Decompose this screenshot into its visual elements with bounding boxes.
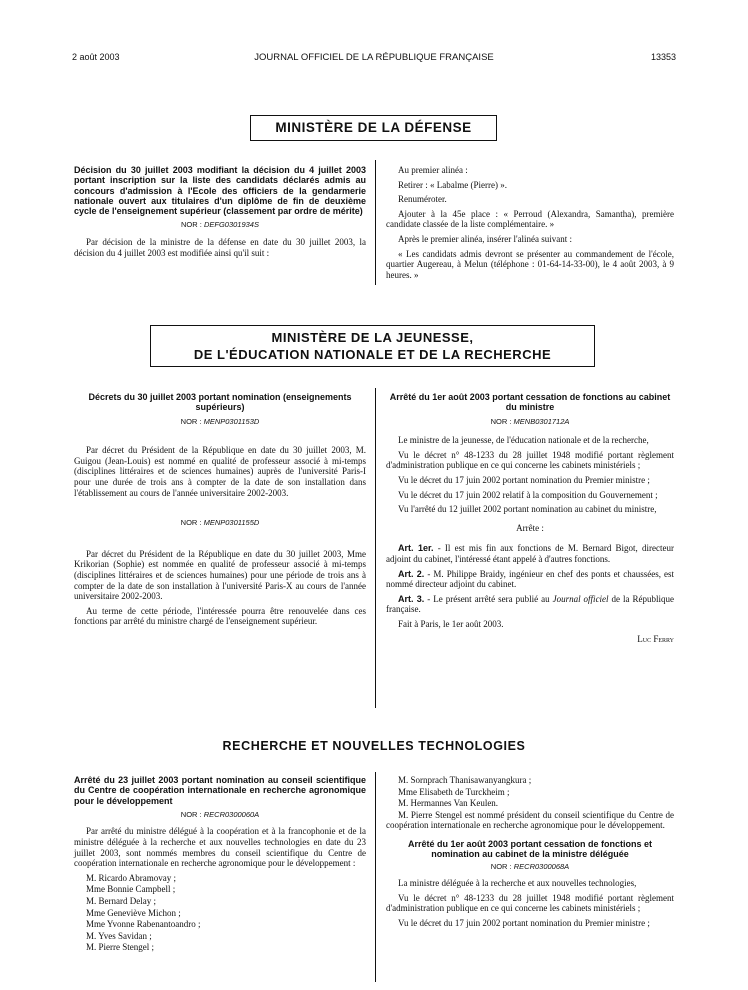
research-president-appointment: M. Pierre Stengel est nommé président du conseil scientifique du Centre de coopération internationale en recherche agronomique pour le développement.: [386, 809, 674, 831]
cabinet-done-at: Fait à Paris, le 1er août 2003.: [398, 618, 504, 629]
column-divider: [375, 160, 376, 285]
list-item: Mme Bonnie Campbell ;: [86, 884, 176, 895]
education-right-column: [386, 392, 674, 648]
delegate-vu-1: Vu le décret n° 48-1233 du 28 juillet 1948 modifié portant règlement d'administration publique en ce qui concerne les cabinets ministériels ;: [386, 892, 674, 914]
research-member-list-continued: [386, 775, 674, 809]
defense-amendment-5: Après le premier alinéa, insérer l'alinéa suivant :: [398, 233, 573, 244]
ministry-education-line2: DE L'ÉDUCATION NATIONALE ET DE LA RECHERCHE: [193, 347, 552, 362]
list-item: M. Yves Savidan ;: [86, 930, 152, 941]
defense-left-column: [74, 165, 366, 262]
education-decrees-title: Décrets du 30 juillet 2003 portant nomination (enseignements supérieurs): [88, 392, 352, 413]
cabinet-vu-4: Vu l'arrêté du 12 juillet 2002 portant nomination au cabinet du ministre,: [398, 504, 657, 515]
cabinet-article-3: Art. 3. - Le présent arrêté sera publié au Journal officiel de la République française.: [386, 593, 675, 615]
defense-amendment-3: Renuméroter.: [398, 194, 447, 205]
list-item: M. Hermannes Van Keulen.: [398, 798, 499, 809]
header-page-number: 13353: [650, 52, 676, 62]
education-nor-1: NOR : MENP0301153D: [180, 416, 260, 426]
delegate-cabinet-title: Arrêté du 1er août 2003 portant cessation de fonctions et nomination au cabinet de la ministre déléguée: [407, 838, 653, 860]
education-decree-2: Par décret du Président de la République en date du 30 juillet 2003, Mme Krikorian (Sophie) est nommée en qualité de professeur associé à mi-temps (disciplines littéraires et de sciences humaines) pour une période de trois ans à compter de la date de son installation à l'université Paris-X au cours de l'année universitaire 2002-2003.: [74, 548, 366, 602]
cabinet-signature: Luc Ferry: [637, 633, 674, 644]
cabinet-arrete-nor: NOR : MENB0301712A: [490, 416, 570, 426]
list-item: Mme Yvonne Rabenantoandro ;: [86, 919, 201, 930]
education-nor-2: NOR : MENP0301155D: [180, 518, 260, 528]
research-left-column: [74, 775, 366, 954]
research-arrete-title: Arrêté du 23 juillet 2003 portant nomination au conseil scientifique du Centre de coopération internationale en recherche agronomique pour le développement: [74, 775, 366, 806]
research-right-column: [386, 775, 674, 933]
cabinet-vu-1: Vu le décret n° 48-1233 du 28 juillet 1948 modifié portant règlement d'administration publique en ce qui concerne les cabinets ministériels ;: [386, 449, 674, 471]
defense-amendment-2: Retirer : « Labalme (Pierre) ».: [398, 179, 507, 190]
delegate-vu-2: Vu le décret du 17 juin 2002 portant nomination du Premier ministre ;: [398, 917, 650, 928]
education-decree-1: Par décret du Président de la République en date du 30 juillet 2003, M. Guigou (Jean-Louis) est nommé en qualité de professeur associé à mi-temps (disciplines littéraires et de sciences humaines) auprès de l'université Paris-I pour une durée de trois ans à compter de la date de son installation dans l'établissement au cours de l'année universitaire 2002-2003.: [74, 445, 366, 498]
cabinet-minister: Le ministre de la jeunesse, de l'éducation nationale et de la recherche,: [398, 435, 649, 446]
list-item: M. Bernard Delay ;: [86, 896, 156, 907]
cabinet-arrete-title: Arrêté du 1er août 2003 portant cessation de fonctions au cabinet du ministre: [389, 392, 671, 413]
defense-amendment-6: « Les candidats admis devront se présenter au commandement de l'école, quartier Augereau, à Melun (téléphone : 01-64-14-33-00), le 4 août 2003, à 9 heures. »: [386, 248, 674, 280]
cabinet-vu-2: Vu le décret du 17 juin 2002 portant nomination du Premier ministre ;: [398, 474, 650, 485]
research-nor: NOR : RECR0300060A: [180, 809, 260, 819]
defense-right-column: [386, 165, 674, 284]
list-item: Mme Geneviève Michon ;: [86, 907, 181, 918]
header-date: 2 août 2003: [72, 52, 120, 62]
column-divider: [375, 772, 376, 982]
cabinet-article-1: Art. 1er. - Il est mis fin aux fonctions de M. Bernard Bigot, directeur adjoint du cabinet, l'intéressé étant appelé à d'autres fonctions.: [386, 543, 674, 564]
defense-decision-title: Décision du 30 juillet 2003 modifiant la décision du 4 juillet 2003 portant inscription sur la liste des candidats déclarés admis au concours d'admission à l'Ecole des officiers de la gendarmerie nationale ouvert aux titulaires d'un diplôme de fin de deuxième cycle de l'enseignement supérieur (classement par ordre de mérite): [74, 165, 366, 217]
defense-nor: NOR : DEFG0301934S: [181, 220, 259, 230]
cabinet-vu-3: Vu le décret du 17 juin 2002 relatif à la composition du Gouvernement ;: [398, 489, 658, 500]
cabinet-arrete-word: Arrête :: [516, 522, 544, 533]
header-journal-title: JOURNAL OFFICIEL DE LA RÉPUBLIQUE FRANÇAISE: [254, 52, 494, 63]
delegate-cabinet-nor: NOR : RECR0300068A: [490, 861, 570, 871]
delegate-minister: La ministre déléguée à la recherche et aux nouvelles technologies,: [398, 878, 637, 889]
defense-amendment-1: Au premier alinéa :: [398, 165, 468, 175]
column-divider: [375, 388, 376, 708]
cabinet-article-2: Art. 2. - M. Philippe Braidy, ingénieur en chef des ponts et chaussées, est nommé directeur adjoint du cabinet.: [386, 568, 674, 590]
list-item: M. Ricardo Abramovay ;: [86, 872, 176, 883]
list-item: Mme Elisabeth de Turckheim ;: [398, 786, 510, 797]
education-left-column: [74, 392, 366, 631]
ministry-defense-box: MINISTÈRE DE LA DÉFENSE: [250, 115, 497, 141]
defense-amendment-4: Ajouter à la 45e place : « Perroud (Alexandra, Samantha), première candidate classée de la liste complémentaire. »: [386, 208, 674, 230]
education-decree-2-followup: Au terme de cette période, l'intéressée pourra être renouvelée dans ces fonctions par arrêté du ministre chargé de l'enseignement supérieur.: [74, 605, 366, 627]
list-item: M. Sornprach Thanisawanyangkura ;: [398, 775, 532, 785]
list-item: M. Pierre Stengel ;: [86, 942, 154, 953]
research-member-list: [74, 873, 366, 953]
ministry-education-line1: MINISTÈRE DE LA JEUNESSE,: [271, 330, 474, 345]
ministry-education-box: [150, 325, 595, 367]
research-arrete-body: Par arrêté du ministre délégué à la coopération et à la francophonie et de la ministre déléguée à la recherche et aux nouvelles technologies en date du 23 juillet 2003, sont nommés membres du conseil scientifique du Centre de coopération internationale en recherche agronomique pour le développement :: [74, 826, 366, 869]
research-section-heading: RECHERCHE ET NOUVELLES TECHNOLOGIES: [222, 739, 526, 753]
defense-decision-body: Par décision de la ministre de la défense en date du 30 juillet 2003, la décision du 4 juillet 2003 est modifiée ainsi qu'il suit :: [74, 237, 366, 258]
